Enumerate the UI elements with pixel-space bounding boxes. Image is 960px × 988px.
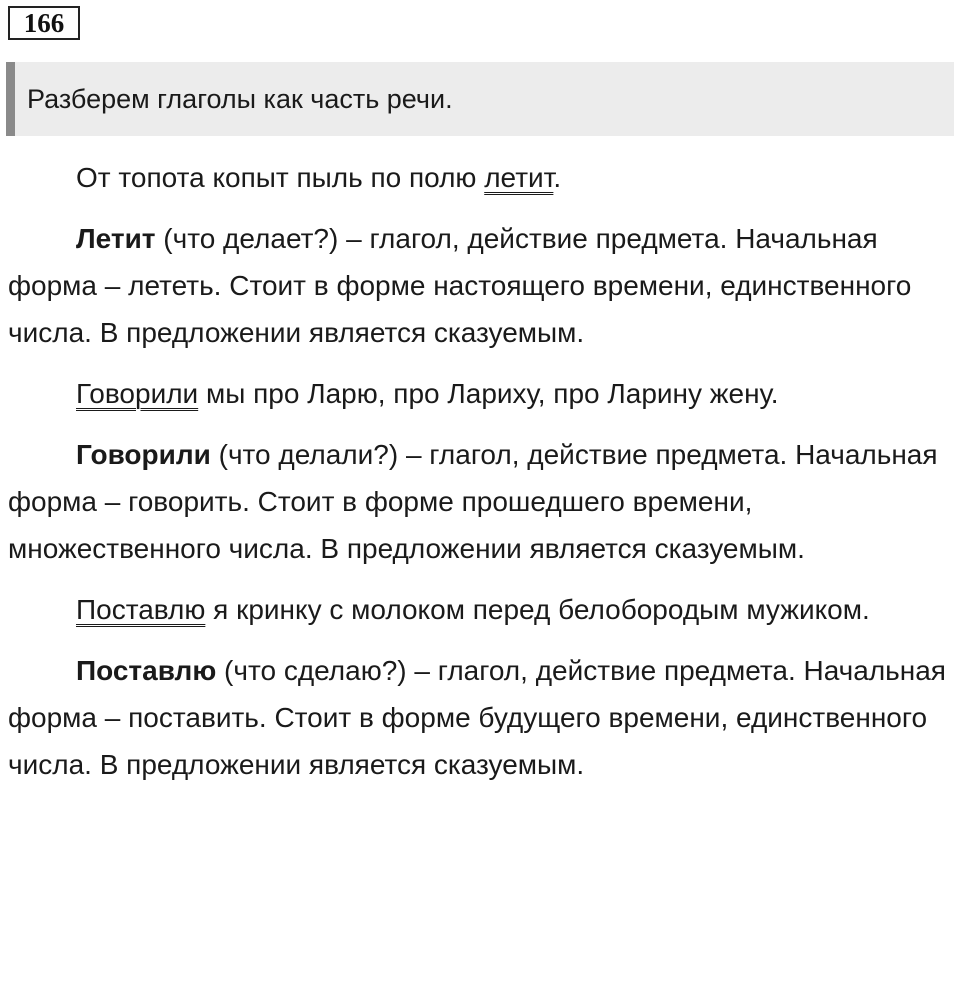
sentence-1-text: От топота копыт пыль по полю [76,162,485,193]
sentence-1-predicate: летит [484,162,554,193]
exercise-number: 166 [8,6,80,40]
analysis-1-text: (что делает?) – глагол, действие предмета. Начальная форма – лететь. Стоит в форме настоящего времени, единственного числа. В предложении является сказуемым. [8,223,912,348]
analysis-3 [8,647,948,788]
analysis-2 [8,431,948,572]
content [8,154,948,802]
analysis-1-word: Летит [76,223,156,254]
analysis-2-text: (что делали?) – глагол, действие предмета. Начальная форма – говорить. Стоит в форме прошедшего времени, множественного числа. В предложении является сказуемым. [8,439,938,564]
analysis-3-word: Поставлю [76,655,217,686]
analysis-3-text: (что сделаю?) – глагол, действие предмета. Начальная форма – поставить. Стоит в форме будущего времени, единственного числа. В предложении является сказуемым. [8,655,946,780]
sentence-2-text: мы про Ларю, про Лариху, про Ларину жену. [198,378,779,409]
sentence-2 [8,370,948,417]
sentence-1 [8,154,948,201]
sentence-2-predicate: Говорили [76,378,199,409]
task-header: Разберем глаголы как часть речи. [6,62,954,136]
analysis-2-word: Говорили [76,439,211,470]
sentence-3-text: я кринку с молоком перед белобородым мужиком. [205,594,870,625]
analysis-1 [8,215,948,356]
sentence-3-predicate: Поставлю [76,594,206,625]
sentence-1-end: . [553,162,562,193]
sentence-3 [8,586,948,633]
